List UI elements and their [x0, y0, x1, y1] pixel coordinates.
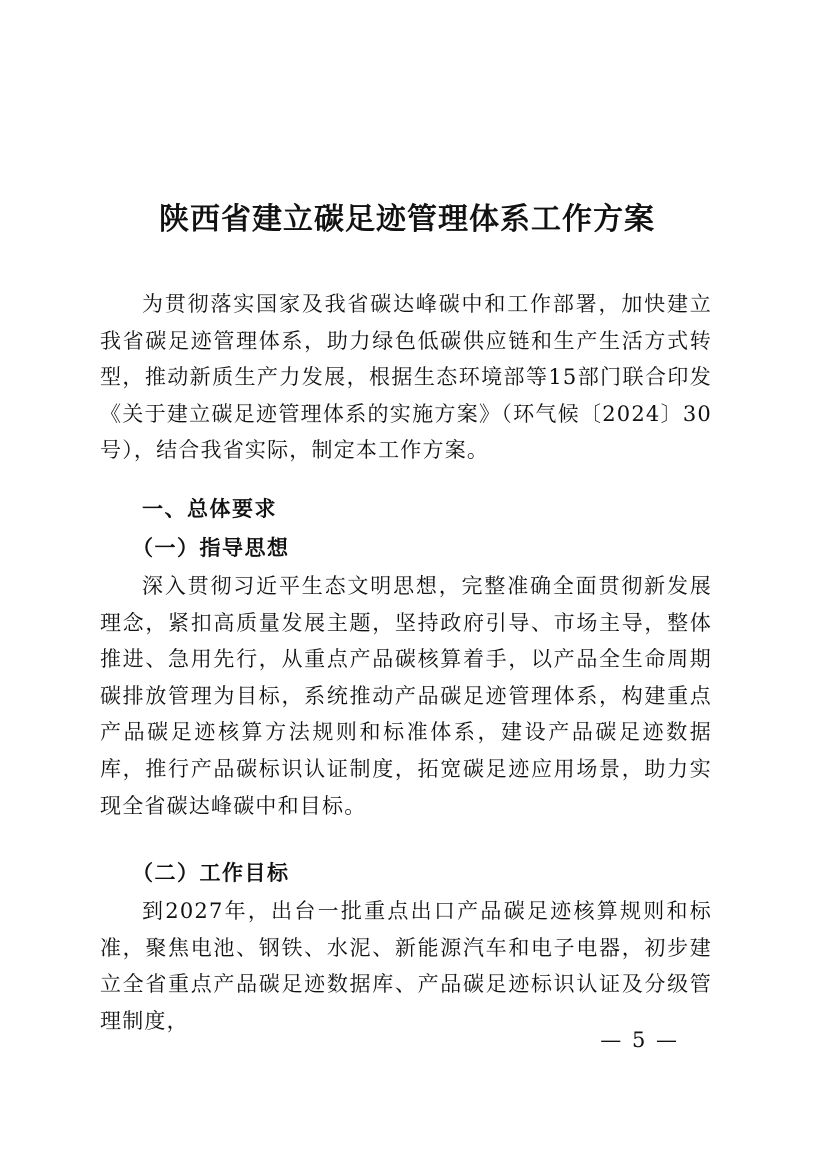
document-title: 陕西省建立碳足迹管理体系工作方案 — [159, 202, 655, 237]
work-goals-paragraph: 到2027年，出台一批重点出口产品碳足迹核算规则和标准，聚焦电池、钢铁、水泥、新能源汽车和电子电器，初步建立全省重点产品碳足迹数据库、产品碳足迹标识认证及分级管理制度， — [100, 899, 712, 1033]
intro-paragraph: 为贯彻落实国家及我省碳达峰碳中和工作部署，加快建立我省碳足迹管理体系，助力绿色低碳供应链和生产生活方式转型，推动新质生产力发展，根据生态环境部等15部门联合印发《关于建立碳足迹管理体系的实施方案》（环气候〔2024〕30号），结合我省实际，制定本工作方案。 — [100, 292, 712, 463]
page-number: — 5 — — [600, 1028, 679, 1052]
subsection-heading-work-goals: （二）工作目标 — [132, 860, 290, 885]
guiding-ideology-paragraph: 深入贯彻习近平生态文明思想，完整准确全面贯彻新发展理念，紧扣高质量发展主题，坚持政府引导、市场主导，整体推进、急用先行，从重点产品碳核算着手，以产品全生命周期碳排放管理为目标，系统推动产品碳足迹管理体系，构建重点产品碳足迹核算方法规则和标准体系，建设产品碳足迹数据库，推行产品碳标识认证制度，拓宽碳足迹应用场景，助力实现全省碳达峰碳中和目标。 — [100, 574, 712, 818]
section-heading-general-requirements: 一、总体要求 — [142, 497, 277, 521]
subsection-heading-guiding-ideology: （一）指导思想 — [132, 535, 290, 560]
